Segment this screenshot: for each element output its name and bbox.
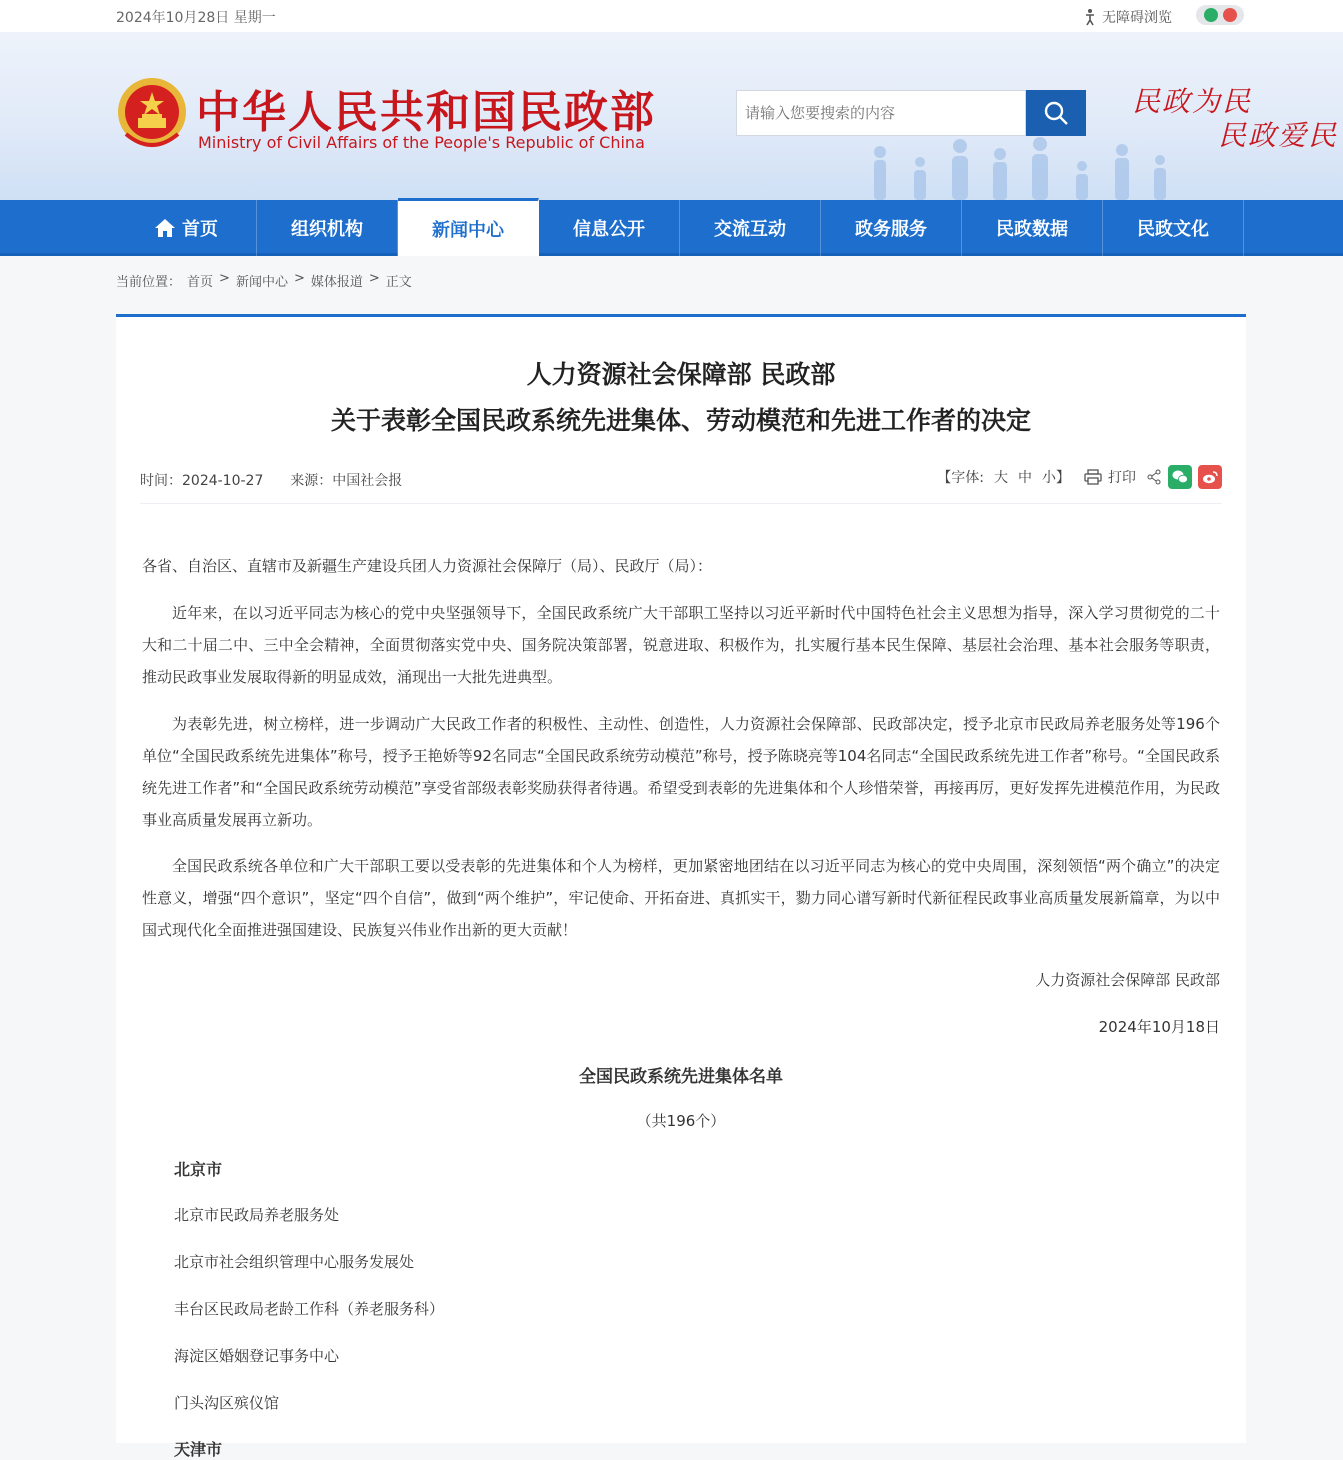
people-silhouette-decoration <box>860 132 1180 200</box>
accessibility-link[interactable] <box>1082 7 1172 27</box>
article-title-line-2: 关于表彰全国民政系统先进集体、劳动模范和先进工作者的决定 <box>330 406 1031 435</box>
current-date: 2024年10月28日 星期一 <box>116 10 276 26</box>
nav-item-news[interactable] <box>398 198 539 256</box>
print-button[interactable]: 打印 <box>1108 470 1136 486</box>
nav-label: 政务服务 <box>855 219 927 240</box>
social-share-pill[interactable] <box>1196 5 1244 25</box>
weibo-icon[interactable] <box>1223 8 1237 22</box>
article-container <box>116 314 1246 1459</box>
share-icon[interactable] <box>1146 469 1162 485</box>
nav-label: 交流互动 <box>714 219 786 240</box>
nav-label: 民政文化 <box>1137 219 1209 240</box>
search-input[interactable] <box>736 90 1026 136</box>
article-meta <box>140 470 402 490</box>
nav-item-interact[interactable] <box>680 200 821 256</box>
breadcrumb-label: 当前位置： <box>116 275 182 290</box>
breadcrumb-home[interactable]: 首页 <box>187 275 214 290</box>
list-title: 全国民政系统先进集体名单 <box>579 1067 783 1087</box>
article-title-line-1: 人力资源社会保障部 民政部 <box>526 360 836 389</box>
main-nav <box>0 200 1343 256</box>
nav-label: 信息公开 <box>573 219 645 240</box>
accessibility-icon <box>1082 8 1098 26</box>
font-small-button[interactable]: 小】 <box>1042 470 1070 486</box>
breadcrumb-current: 正文 <box>385 275 412 290</box>
breadcrumb-media[interactable]: 媒体报道 <box>310 275 363 290</box>
breadcrumb-separator: > <box>368 271 380 286</box>
site-subtitle: Ministry of Civil Affairs of the People's Republic of China <box>198 133 645 152</box>
search-icon <box>1043 100 1069 126</box>
wechat-share-icon[interactable] <box>1168 465 1192 489</box>
paragraph-3: 全国民政系统各单位和广大干部职工要以受表彰的先进集体和个人为榜样，更加紧密地团结在以习近平同志为核心的党中央周围，深刻领悟“两个确立”的决定性意义，增强“四个意识”，坚定“四个自信”，做到“两个维护”，牢记使命、开拓奋进、真抓实干，勠力同心谱写新时代新征程民政事业高质量发展新篇章，为以中国式现代化全面推进强国建设、民族复兴伟业作出新的更大贡献！ <box>142 857 1220 939</box>
slogan-line-1: 民政为民 <box>1132 85 1253 118</box>
site-title: 中华人民共和国民政部 <box>196 87 656 138</box>
list-item: 北京市民政局养老服务处 <box>174 1206 340 1224</box>
region-heading: 北京市 <box>174 1160 223 1179</box>
list-item: 海淀区婚姻登记事务中心 <box>174 1347 340 1365</box>
article-source: 中国社会报 <box>332 473 403 489</box>
site-header <box>0 32 1343 200</box>
signature-date: 2024年10月18日 <box>1098 1018 1220 1036</box>
wechat-icon[interactable] <box>1204 8 1218 22</box>
signature: 人力资源社会保障部 民政部 <box>1035 971 1220 989</box>
meta-divider <box>140 503 1222 504</box>
article-tools <box>937 465 1222 489</box>
font-size-label: 【字体: <box>937 470 984 486</box>
nav-label: 组织机构 <box>291 219 363 240</box>
list-item: 北京市社会组织管理中心服务发展处 <box>174 1253 415 1271</box>
region-heading: 天津市 <box>174 1440 223 1459</box>
nav-item-org[interactable] <box>257 200 398 256</box>
printer-icon[interactable] <box>1084 469 1102 485</box>
nav-label: 新闻中心 <box>432 219 504 241</box>
font-large-button[interactable]: 大 <box>994 470 1008 486</box>
breadcrumb-separator: > <box>293 271 305 286</box>
list-item: 丰台区民政局老龄工作科（养老服务科） <box>174 1300 445 1318</box>
breadcrumb-news[interactable]: 新闻中心 <box>235 275 288 290</box>
font-medium-button[interactable]: 中 <box>1018 470 1032 486</box>
national-emblem-icon <box>116 74 188 154</box>
paragraph-1: 近年来，在以习近平同志为核心的党中央坚强领导下，全国民政系统广大干部职工坚持以习近平新时代中国特色社会主义思想为指导，深入学习贯彻党的二十大和二十届二中、三中全会精神，全面贯彻落实党中央、国务院决策部署，锐意进取、积极作为，扎实履行基本民生保障、基层社会治理、基本社会服务等职责，推动民政事业发展取得新的明显成效，涌现出一大批先进典型。 <box>142 604 1220 686</box>
nav-item-culture[interactable] <box>1103 200 1244 256</box>
nav-item-service[interactable] <box>821 200 962 256</box>
slogan-line-2: 民政爱民 <box>1218 119 1339 152</box>
publish-date: 2024-10-27 <box>182 473 264 489</box>
accessibility-label: 无障碍浏览 <box>1102 10 1172 26</box>
home-icon <box>154 218 176 238</box>
weibo-share-icon[interactable] <box>1198 465 1222 489</box>
breadcrumb-separator: > <box>219 271 230 286</box>
nav-label: 首页 <box>182 219 218 240</box>
top-bar <box>0 0 1343 32</box>
salutation: 各省、自治区、直辖市及新疆生产建设兵团人力资源社会保障厅（局）、民政厅（局）： <box>142 557 713 575</box>
breadcrumb <box>116 271 412 290</box>
nav-item-data[interactable] <box>962 200 1103 256</box>
search-button[interactable] <box>1026 90 1086 136</box>
nav-label: 民政数据 <box>996 219 1068 240</box>
nav-item-info[interactable] <box>539 200 680 256</box>
paragraph-2: 为表彰先进，树立榜样，进一步调动广大民政工作者的积极性、主动性、创造性，人力资源社会保障部、民政部决定，授予北京市民政局养老服务处等196个单位“全国民政系统先进集体”称号，授予王艳娇等92名同志“全国民政系统劳动模范”称号，授予陈晓亮等104名同志“全国民政系统先进工作者”称号。“全国民政系统先进工作者”和“全国民政系统劳动模范”享受省部级表彰奖励获得者待遇。希望受到表彰的先进集体和个人珍惜荣誉，再接再厉，更好发挥先进模范作用，为民政事业高质量发展再立新功。 <box>142 715 1220 829</box>
source-label: 来源： <box>290 473 333 489</box>
list-count: （共196个） <box>636 1112 726 1130</box>
list-item: 门头沟区殡仪馆 <box>174 1394 280 1412</box>
nav-item-home[interactable] <box>116 200 257 256</box>
time-label: 时间： <box>140 473 182 489</box>
